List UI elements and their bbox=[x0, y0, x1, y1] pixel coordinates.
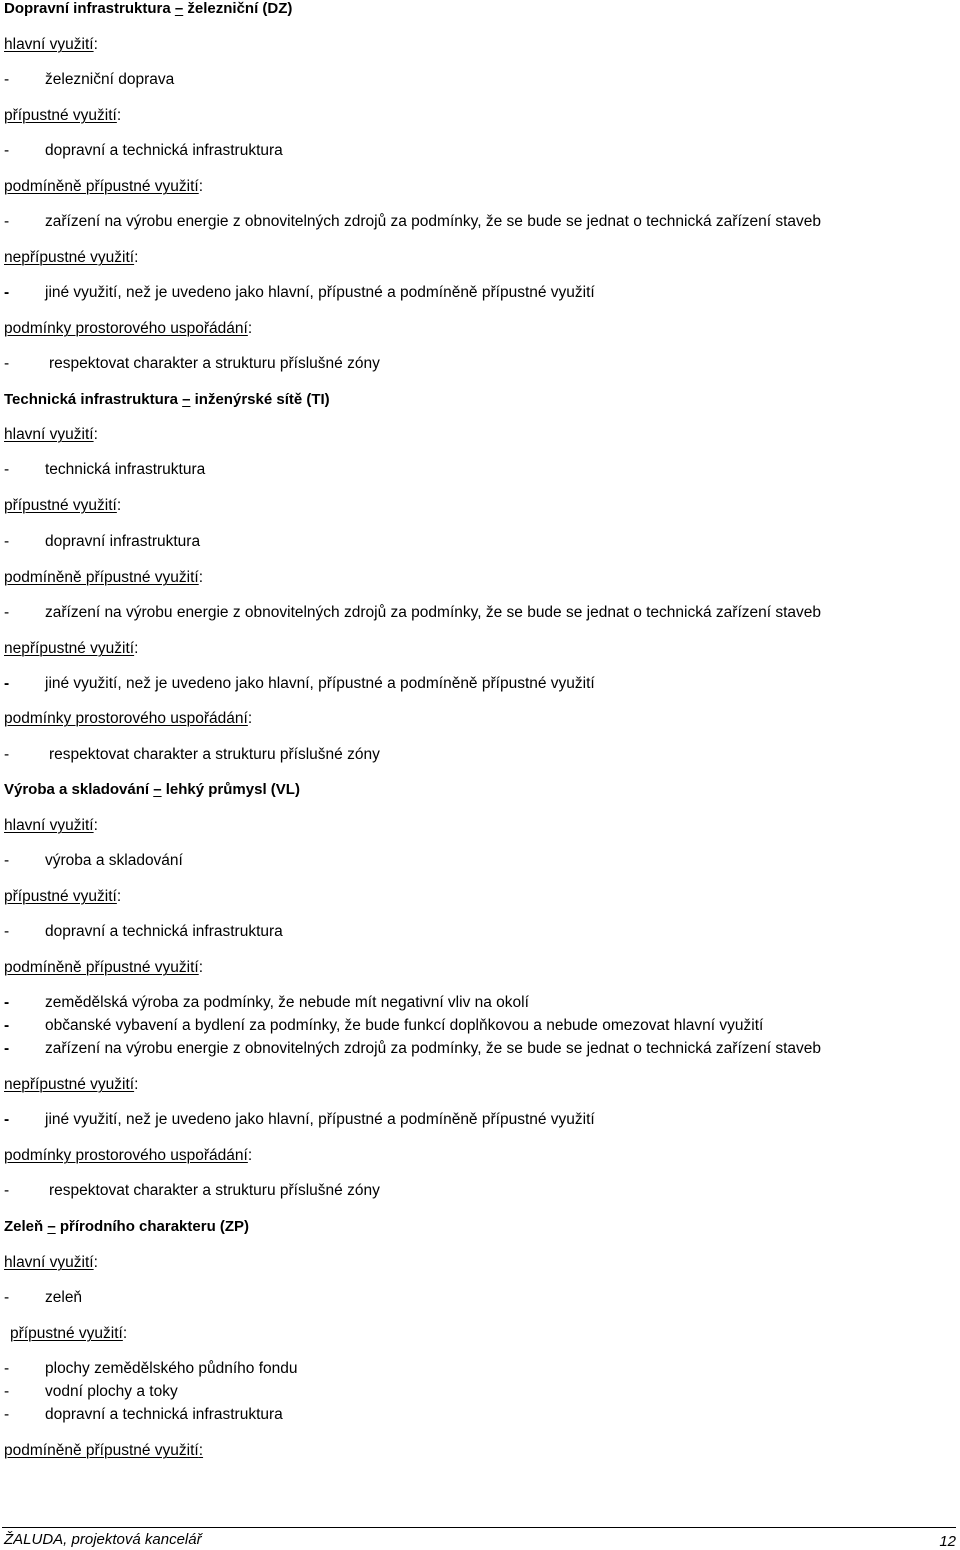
hlavni-vyuziti-heading bbox=[4, 817, 98, 835]
title-text: Zeleň bbox=[4, 1218, 48, 1235]
heading-colon: : bbox=[198, 1442, 204, 1459]
nepripustne-vyuziti-heading bbox=[4, 640, 138, 658]
list-item bbox=[4, 213, 821, 231]
bullet-dash: - bbox=[4, 852, 10, 869]
heading-label: přípustné využití bbox=[10, 1325, 123, 1342]
heading-label: nepřípustné využití bbox=[4, 1076, 135, 1093]
item-text: respektovat charakter a strukturu příslušné zóny bbox=[49, 355, 380, 372]
item-text: technická infrastruktura bbox=[45, 461, 206, 478]
heading-colon: : bbox=[116, 107, 122, 124]
podminene-vyuziti-heading bbox=[4, 959, 203, 977]
bullet-dash: - bbox=[4, 355, 10, 372]
item-text: jiné využití, než je uvedeno jako hlavní, přípustné a podmíněně přípustné využití bbox=[45, 284, 595, 301]
heading-label: podmíněně přípustné využití bbox=[4, 569, 199, 586]
item-text: dopravní infrastruktura bbox=[45, 533, 201, 550]
item-text: dopravní a technická infrastruktura bbox=[45, 142, 283, 159]
item-text: respektovat charakter a strukturu příslušné zóny bbox=[49, 746, 380, 763]
list-item bbox=[4, 1383, 178, 1401]
heading-label: podmínky prostorového uspořádání bbox=[4, 320, 248, 337]
list-item bbox=[4, 284, 595, 302]
heading-label: podmínky prostorového uspořádání bbox=[4, 1147, 248, 1164]
bullet-dash: - bbox=[4, 1111, 10, 1128]
bullet-dash: - bbox=[4, 994, 10, 1011]
item-text: dopravní a technická infrastruktura bbox=[45, 923, 283, 940]
title-text: inženýrské sítě (TI) bbox=[190, 391, 330, 408]
hlavni-vyuziti-heading bbox=[4, 1254, 98, 1272]
podminene-vyuziti-heading bbox=[4, 178, 203, 196]
item-text: respektovat charakter a strukturu příslušné zóny bbox=[49, 1182, 380, 1199]
heading-label: hlavní využití bbox=[4, 426, 94, 443]
bullet-dash: - bbox=[4, 746, 10, 763]
list-item bbox=[4, 1040, 821, 1058]
heading-label: nepřípustné využití bbox=[4, 249, 135, 266]
heading-colon: : bbox=[93, 817, 98, 834]
heading-colon: : bbox=[116, 497, 122, 514]
bullet-dash: - bbox=[4, 1017, 10, 1034]
bullet-dash: - bbox=[4, 71, 10, 88]
heading-colon: : bbox=[134, 1076, 139, 1093]
item-text: jiné využití, než je uvedeno jako hlavní, přípustné a podmíněně přípustné využití bbox=[45, 1111, 595, 1128]
heading-label: podmíněně přípustné využití bbox=[4, 1442, 199, 1459]
pripustne-vyuziti-heading bbox=[4, 888, 121, 906]
footer-divider bbox=[2, 1527, 956, 1528]
heading-colon: : bbox=[93, 426, 98, 443]
heading-colon: : bbox=[247, 710, 253, 727]
item-text: železniční doprava bbox=[45, 71, 175, 88]
heading-label: podmíněně přípustné využití bbox=[4, 178, 199, 195]
heading-colon: : bbox=[93, 1254, 98, 1271]
podminky-usporadani-heading bbox=[4, 1147, 252, 1165]
list-item bbox=[4, 1182, 380, 1200]
list-item bbox=[4, 142, 283, 160]
title-text: přírodního charakteru (ZP) bbox=[55, 1218, 250, 1235]
list-item bbox=[4, 675, 595, 693]
heading-colon: : bbox=[198, 178, 204, 195]
heading-colon: : bbox=[198, 959, 204, 976]
heading-label: podmínky prostorového uspořádání bbox=[4, 710, 248, 727]
nepripustne-vyuziti-heading bbox=[4, 249, 138, 267]
hlavni-vyuziti-heading bbox=[4, 426, 98, 444]
list-item bbox=[4, 1289, 82, 1307]
nepripustne-vyuziti-heading bbox=[4, 1076, 138, 1094]
item-text: zeleň bbox=[45, 1289, 83, 1306]
podminene-vyuziti-heading bbox=[4, 1442, 203, 1460]
heading-colon: : bbox=[198, 569, 204, 586]
item-text: dopravní a technická infrastruktura bbox=[45, 1406, 283, 1423]
heading-label: přípustné využití bbox=[4, 107, 117, 124]
podminky-usporadani-heading bbox=[4, 710, 252, 728]
list-item bbox=[4, 923, 283, 941]
bullet-dash: - bbox=[4, 1182, 10, 1199]
bullet-dash: - bbox=[4, 604, 10, 621]
item-text: občanské vybavení a bydlení za podmínky, že bude funkcí doplňkovou a nebude omezovat hlavní využití bbox=[45, 1017, 764, 1034]
heading-colon: : bbox=[247, 320, 253, 337]
heading-colon: : bbox=[134, 640, 139, 657]
bullet-dash: - bbox=[4, 1040, 10, 1057]
pripustne-vyuziti-heading bbox=[4, 497, 121, 515]
bullet-dash: - bbox=[4, 533, 10, 550]
bullet-dash: - bbox=[4, 213, 10, 230]
title-text: Dopravní infrastruktura bbox=[4, 0, 175, 17]
list-item bbox=[4, 1360, 298, 1378]
item-text: vodní plochy a toky bbox=[45, 1383, 178, 1400]
bullet-dash: - bbox=[4, 1406, 10, 1423]
heading-label: nepřípustné využití bbox=[4, 640, 135, 657]
title-text: lehký průmysl (VL) bbox=[161, 781, 300, 798]
list-item bbox=[4, 1017, 763, 1035]
list-item bbox=[4, 1406, 283, 1424]
title-text: Výroba a skladování bbox=[4, 781, 154, 798]
pripustne-vyuziti-heading bbox=[10, 1325, 127, 1343]
list-item bbox=[4, 355, 380, 373]
list-item bbox=[4, 852, 183, 870]
item-text: jiné využití, než je uvedeno jako hlavní, přípustné a podmíněně přípustné využití bbox=[45, 675, 595, 692]
pripustne-vyuziti-heading bbox=[4, 107, 121, 125]
item-text: zařízení na výrobu energie z obnovitelných zdrojů za podmínky, že se bude se jednat o technická zařízení staveb bbox=[45, 1040, 822, 1057]
heading-colon: : bbox=[134, 249, 139, 266]
bullet-dash: - bbox=[4, 675, 10, 692]
item-text: výroba a skladování bbox=[45, 852, 183, 869]
title-text: železniční (DZ) bbox=[183, 0, 293, 17]
section-title-vl bbox=[4, 781, 300, 799]
bullet-dash: - bbox=[4, 461, 10, 478]
heading-label: přípustné využití bbox=[4, 888, 117, 905]
footer-company: ŽALUDA, projektová kancelář bbox=[4, 1531, 202, 1548]
bullet-dash: - bbox=[4, 923, 10, 940]
section-title-ti bbox=[4, 391, 330, 409]
title-dash: – bbox=[47, 1218, 56, 1235]
list-item bbox=[4, 746, 380, 764]
heading-label: podmíněně přípustné využití bbox=[4, 959, 199, 976]
item-text: plochy zemědělského půdního fondu bbox=[45, 1360, 298, 1377]
podminene-vyuziti-heading bbox=[4, 569, 203, 587]
list-item bbox=[4, 461, 205, 479]
item-text: zařízení na výrobu energie z obnovitelných zdrojů za podmínky, že se bude se jednat o technická zařízení staveb bbox=[45, 604, 822, 621]
bullet-dash: - bbox=[4, 142, 10, 159]
heading-colon: : bbox=[93, 36, 98, 53]
section-title-dz bbox=[4, 0, 292, 18]
item-text: zařízení na výrobu energie z obnovitelných zdrojů za podmínky, že se bude se jednat o technická zařízení staveb bbox=[45, 213, 822, 230]
heading-label: hlavní využití bbox=[4, 817, 94, 834]
heading-colon: : bbox=[247, 1147, 253, 1164]
heading-label: hlavní využití bbox=[4, 1254, 94, 1271]
list-item bbox=[4, 994, 529, 1012]
title-dash: – bbox=[174, 0, 184, 17]
title-dash: – bbox=[153, 781, 162, 798]
list-item bbox=[4, 71, 174, 89]
page-number: 12 bbox=[939, 1533, 956, 1550]
heading-label: přípustné využití bbox=[4, 497, 117, 514]
bullet-dash: - bbox=[4, 1383, 10, 1400]
heading-colon: : bbox=[116, 888, 122, 905]
title-dash: – bbox=[182, 391, 191, 408]
bullet-dash: - bbox=[4, 1289, 10, 1306]
bullet-dash: - bbox=[4, 284, 10, 301]
heading-label: hlavní využití bbox=[4, 36, 94, 53]
list-item bbox=[4, 604, 821, 622]
list-item bbox=[4, 1111, 595, 1129]
list-item bbox=[4, 533, 200, 551]
hlavni-vyuziti-heading bbox=[4, 36, 98, 54]
heading-colon: : bbox=[122, 1325, 128, 1342]
podminky-usporadani-heading bbox=[4, 320, 252, 338]
title-text: Technická infrastruktura bbox=[4, 391, 183, 408]
bullet-dash: - bbox=[4, 1360, 10, 1377]
item-text: zemědělská výroba za podmínky, že nebude mít negativní vliv na okolí bbox=[45, 994, 529, 1011]
section-title-zp bbox=[4, 1218, 249, 1236]
